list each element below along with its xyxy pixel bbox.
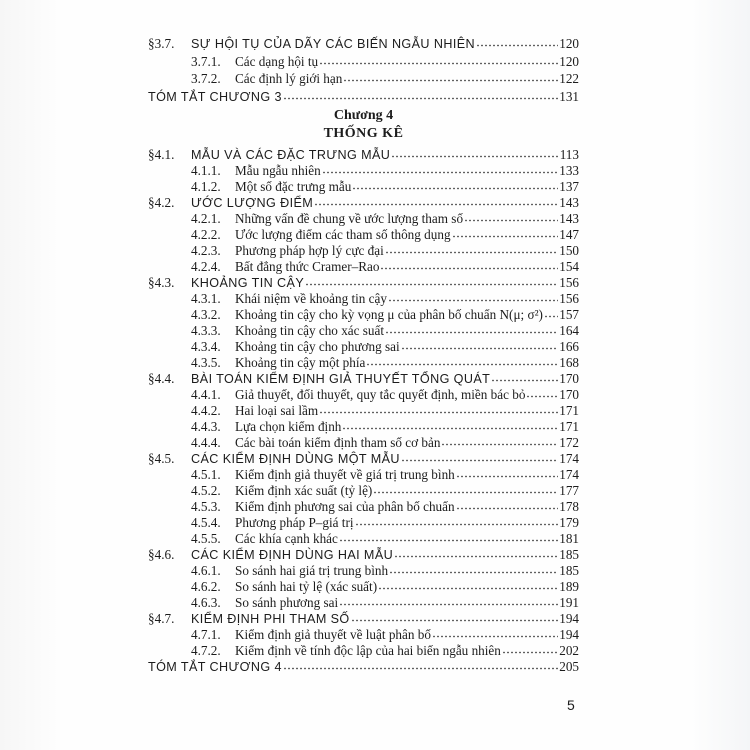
entry-title: Kiểm định phương sai của phân bố chuẩn <box>235 499 455 514</box>
entry-number: §4.5. <box>148 451 175 466</box>
entry-title: Khái niệm về khoảng tin cậy <box>235 291 387 306</box>
entry-title: Khoảng tin cậy cho phương sai <box>235 339 400 354</box>
toc-subsection-entry <box>148 339 579 355</box>
entry-number: 4.1.2. <box>191 179 221 194</box>
toc-subsection-entry <box>148 227 579 243</box>
toc-subsection-entry <box>148 579 579 595</box>
toc-section-entry <box>148 35 579 53</box>
entry-number: §4.6. <box>148 547 175 562</box>
entry-title: Giả thuyết, đối thuyết, quy tắc quyết định, miền bác bỏ <box>235 387 526 402</box>
entry-title: Các dạng hội tụ <box>235 53 319 69</box>
dot-leader <box>355 523 559 527</box>
entry-number: 4.7.2. <box>191 643 221 658</box>
entry-page: 147 <box>559 227 579 242</box>
entry-number: 4.3.1. <box>191 291 221 306</box>
toc-subsection-entry <box>148 515 579 531</box>
entry-number: 4.2.3. <box>191 243 221 258</box>
entry-title: CÁC KIỂM ĐỊNH DÙNG HAI MẪU <box>191 548 394 562</box>
toc-section-entry <box>148 371 579 387</box>
entry-page: 156 <box>559 275 579 290</box>
dot-leader <box>339 603 558 607</box>
entry-number: §3.7. <box>148 36 175 51</box>
entry-number: 4.6.2. <box>191 579 221 594</box>
entry-number: §4.3. <box>148 275 175 290</box>
entry-page: 170 <box>559 387 579 402</box>
entry-title: So sánh phương sai <box>235 595 339 610</box>
entry-number: §4.2. <box>148 195 175 210</box>
dot-leader <box>352 187 558 191</box>
toc-summary-entry <box>148 659 579 675</box>
entry-page: 120 <box>559 53 579 69</box>
toc-subsection-entry <box>148 70 579 88</box>
toc-section-entry <box>148 195 579 211</box>
dot-leader <box>464 219 558 223</box>
entry-number: 4.4.2. <box>191 403 221 418</box>
toc-subsection-entry <box>148 419 579 435</box>
entry-number: 4.1.1. <box>191 163 221 178</box>
entry-title: Kiểm định về tính độc lập của hai biến ngẫu nhiên <box>235 643 501 658</box>
entry-page: 171 <box>559 403 579 418</box>
toc-subsection-entry <box>148 627 579 643</box>
toc-subsection-entry <box>148 643 579 659</box>
entry-number: 4.3.5. <box>191 355 221 370</box>
toc-section-entry <box>148 451 579 467</box>
entry-title: Kiểm định giả thuyết về luật phân bố <box>235 627 431 642</box>
dot-leader <box>388 299 558 303</box>
entry-page: 150 <box>559 243 579 258</box>
toc-subsection-entry <box>148 323 579 339</box>
dot-leader <box>389 571 558 575</box>
entry-page: 179 <box>559 515 579 530</box>
dot-leader <box>491 379 558 383</box>
toc-subsection-entry <box>148 243 579 259</box>
entry-number: 4.6.1. <box>191 563 221 578</box>
toc-subsection-entry <box>148 53 579 71</box>
entry-number: 3.7.1. <box>191 53 221 69</box>
page-number: 5 <box>567 697 575 713</box>
chapter-number: Chương 4 <box>333 108 394 123</box>
entry-page: 185 <box>559 547 579 562</box>
entry-title: TÓM TẮT CHƯƠNG 4 <box>148 660 282 674</box>
entry-page: 202 <box>559 643 579 658</box>
entry-title: Các khía cạnh khác <box>235 531 338 546</box>
entry-title: TÓM TẮT CHƯƠNG 3 <box>148 89 282 104</box>
entry-page: 181 <box>559 531 579 546</box>
entry-page: 168 <box>559 355 579 370</box>
toc-subsection-entry <box>148 355 579 371</box>
entry-title: Một số đặc trưng mẫu <box>235 179 352 194</box>
toc-subsection-entry <box>148 259 579 275</box>
toc-section-entry <box>148 275 579 291</box>
entry-page: 137 <box>559 179 579 194</box>
entry-number: 4.3.2. <box>191 307 221 322</box>
dot-leader <box>526 395 558 399</box>
dot-leader <box>401 347 559 351</box>
toc-subsection-entry <box>148 531 579 547</box>
entry-number: 4.7.1. <box>191 627 221 642</box>
entry-number: 4.2.2. <box>191 227 221 242</box>
toc-subsection-entry <box>148 467 579 483</box>
dot-leader <box>456 475 558 479</box>
entry-title: Kiểm định giả thuyết về giá trị trung bình <box>235 467 455 482</box>
dot-leader <box>391 155 558 159</box>
entry-title: Bất đẳng thức Cramer–Rao <box>235 259 380 274</box>
dot-leader <box>456 507 559 511</box>
dot-leader <box>305 283 558 287</box>
toc-subsection-entry <box>148 211 579 227</box>
entry-title: MẪU VÀ CÁC ĐẶC TRƯNG MẪU <box>191 148 391 162</box>
entry-number: 4.2.1. <box>191 211 221 226</box>
toc-chapter-3-tail <box>148 35 579 105</box>
dot-leader <box>339 539 558 543</box>
toc-subsection-entry <box>148 435 579 451</box>
toc-subsection-entry <box>148 483 579 499</box>
entry-number: 4.6.3. <box>191 595 221 610</box>
entry-number: 4.5.5. <box>191 531 221 546</box>
dot-leader <box>502 651 558 655</box>
entry-title: Phương pháp hợp lý cực đại <box>235 243 384 258</box>
entry-number: 4.4.3. <box>191 419 221 434</box>
dot-leader <box>319 411 558 415</box>
entry-number: §4.7. <box>148 611 175 626</box>
entry-page: 170 <box>559 371 579 386</box>
entry-page: 166 <box>559 339 579 354</box>
dot-leader <box>476 44 558 48</box>
dot-leader <box>283 97 558 101</box>
toc-section-entry <box>148 611 579 627</box>
dot-leader <box>544 315 558 319</box>
entry-page: 177 <box>559 483 579 498</box>
dot-leader <box>380 267 558 271</box>
entry-number: 4.2.4. <box>191 259 221 274</box>
entry-title: SỰ HỘI TỤ CỦA DÃY CÁC BIẾN NGẪU NHIÊN <box>191 37 476 51</box>
entry-title: CÁC KIỂM ĐỊNH DÙNG MỘT MẪU <box>191 452 400 466</box>
entry-title: BÀI TOÁN KIỂM ĐỊNH GIẢ THUYẾT TỔNG QUÁT <box>191 372 491 386</box>
entry-title: Phương pháp P–giá trị <box>235 515 354 530</box>
toc-subsection-entry <box>148 179 579 195</box>
entry-title: So sánh hai giá trị trung bình <box>235 563 389 578</box>
entry-title: Khoảng tin cậy cho kỳ vọng μ của phân bố chuẩn N(μ; σ²) <box>235 307 543 322</box>
entry-page: 113 <box>559 147 579 162</box>
entry-title: Khoảng tin cậy một phía <box>235 355 366 370</box>
entry-title: Khoảng tin cậy cho xác suất <box>235 323 385 338</box>
dot-leader <box>441 443 558 447</box>
dot-leader <box>322 171 559 175</box>
entry-page: 154 <box>559 259 579 274</box>
entry-page: 189 <box>559 579 579 594</box>
chapter-title: THỐNG KÊ <box>323 126 404 141</box>
entry-number: 4.4.4. <box>191 435 221 450</box>
entry-page: 164 <box>559 323 579 338</box>
entry-title: ƯỚC LƯỢNG ĐIỂM <box>191 196 314 210</box>
entry-title: Hai loại sai lầm <box>235 403 319 418</box>
dot-leader <box>342 427 558 431</box>
entry-title: Các định lý giới hạn <box>235 71 343 86</box>
entry-page: 171 <box>559 419 579 434</box>
toc-subsection-entry <box>148 291 579 307</box>
entry-page: 174 <box>559 451 579 466</box>
toc-subsection-entry <box>148 403 579 419</box>
dot-leader <box>283 667 558 671</box>
entry-title: Các bài toán kiểm định tham số cơ bản <box>235 435 441 450</box>
dot-leader <box>319 62 558 66</box>
entry-page: 205 <box>559 659 579 674</box>
dot-leader <box>452 235 559 239</box>
toc-section-entry <box>148 147 579 163</box>
toc-section-entry <box>148 547 579 563</box>
toc-chapter-4 <box>148 147 579 675</box>
entry-page: 178 <box>559 499 579 514</box>
dot-leader <box>394 555 558 559</box>
entry-number: 4.5.3. <box>191 499 221 514</box>
entry-number: 4.5.1. <box>191 467 221 482</box>
dot-leader <box>378 587 558 591</box>
dot-leader <box>373 491 558 495</box>
entry-page: 143 <box>559 195 579 210</box>
entry-number: 4.4.1. <box>191 387 221 402</box>
entry-page: 157 <box>559 307 579 322</box>
toc-subsection-entry <box>148 163 579 179</box>
dot-leader <box>432 635 558 639</box>
entry-page: 174 <box>559 467 579 482</box>
toc-summary-entry <box>148 88 579 106</box>
entry-page: 122 <box>559 71 579 86</box>
entry-page: 185 <box>559 563 579 578</box>
toc-subsection-entry <box>148 387 579 403</box>
dot-leader <box>351 619 559 623</box>
dot-leader <box>366 363 558 367</box>
toc-subsection-entry <box>148 499 579 515</box>
entry-number: 4.5.2. <box>191 483 221 498</box>
entry-number: 4.3.4. <box>191 339 221 354</box>
entry-page: 194 <box>559 611 579 626</box>
entry-title: Mẫu ngẫu nhiên <box>235 163 321 178</box>
entry-number: §4.4. <box>148 371 175 386</box>
dot-leader <box>314 203 558 207</box>
entry-number: §4.1. <box>148 147 175 162</box>
entry-title: Ước lượng điểm các tham số thông dụng <box>235 227 451 242</box>
entry-title: Kiểm định xác suất (tỷ lệ) <box>235 483 373 498</box>
toc-subsection-entry <box>148 563 579 579</box>
entry-title: So sánh hai tỷ lệ (xác suất) <box>235 579 378 594</box>
dot-leader <box>385 251 558 255</box>
entry-page: 120 <box>559 36 579 51</box>
entry-page: 156 <box>559 291 579 306</box>
toc-subsection-entry <box>148 307 579 323</box>
dot-leader <box>401 459 558 463</box>
entry-title: KHOẢNG TIN CẬY <box>191 276 305 290</box>
entry-page: 133 <box>559 163 579 178</box>
entry-number: 4.5.4. <box>191 515 221 530</box>
entry-page: 194 <box>559 627 579 642</box>
dot-leader <box>385 331 558 335</box>
dot-leader <box>343 79 558 83</box>
entry-number: 3.7.2. <box>191 71 221 86</box>
entry-number: 4.3.3. <box>191 323 221 338</box>
entry-title: Những vấn đề chung về ước lượng tham số <box>235 211 464 226</box>
entry-page: 131 <box>559 88 579 104</box>
entry-page: 172 <box>559 435 579 450</box>
entry-title: KIỂM ĐỊNH PHI THAM SỐ <box>191 612 350 626</box>
entry-page: 191 <box>559 595 579 610</box>
toc-subsection-entry <box>148 595 579 611</box>
entry-page: 143 <box>559 211 579 226</box>
entry-title: Lựa chọn kiểm định <box>235 419 342 434</box>
